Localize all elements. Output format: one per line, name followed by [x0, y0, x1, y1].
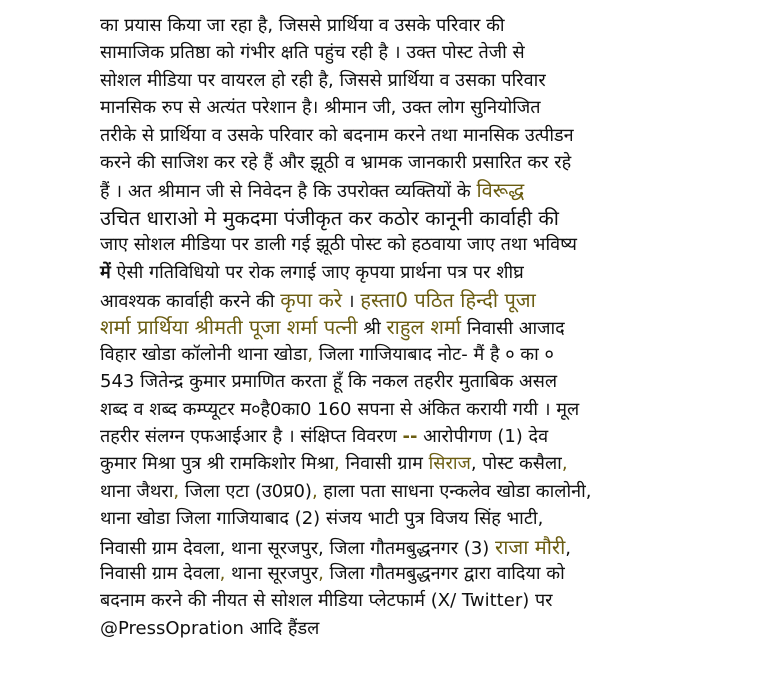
text-segment: जिला एटा (उ0प्र0) [179, 480, 312, 502]
text-line [100, 535, 571, 561]
text-segment: हाला पता साधना एन्कलेव खोडा कालोनी, [317, 480, 592, 502]
text-segment: -- [402, 426, 418, 447]
text-line [100, 370, 557, 394]
text-segment: कुमार मिश्रा पुत्र श्री रामकिशोर मिश्रा [100, 453, 334, 475]
text-line [100, 261, 524, 285]
text-segment: । [342, 291, 361, 312]
text-line [100, 315, 565, 341]
text-segment: , [307, 343, 314, 365]
text-segment: ऐसी गतिविधियो पर रोक लगाई जाए कृपया प्रार्थना पत्र पर शीघ्र [110, 261, 524, 283]
text-segment: , [561, 453, 568, 475]
text-line [100, 480, 592, 504]
text-segment: , [219, 563, 226, 584]
text-line [100, 206, 559, 232]
text-line [100, 41, 525, 65]
text-segment: , [311, 480, 318, 502]
text-line [100, 452, 568, 476]
text-segment: शर्मा प्रार्थिया श्रीमती पूजा शर्मा पत्नी [100, 315, 358, 340]
text-segment: का प्रयास किया जा रहा है, जिससे प्रार्थिया व उसके परिवार की [100, 15, 505, 36]
text-segment: निवासी ग्राम देवला, थाना सूरजपुर, जिला गौतमबुद्धनगर (3) [100, 537, 496, 559]
text-segment: मानसिक रुप से अत्यंत परेशान है। श्रीमान जी, उक्त लोग सुनियोजित [100, 97, 541, 119]
text-segment: कृपा करे [280, 288, 343, 312]
text-segment: थाना खोडा जिला गाजियाबाद (2) संजय भाटी पुत्र विजय सिंह भाटी, [100, 508, 544, 530]
text-segment: थाना सूरजपुर [225, 563, 319, 584]
text-segment: निवासी ग्राम देवला [100, 563, 220, 584]
text-segment: निवासी आजाद [461, 318, 565, 340]
text-segment: तहरीर संलग्न एफआईआर है । संक्षिप्त विवरण [100, 426, 403, 447]
text-segment: विहार खोडा कॉलोनी थाना खोडा [100, 343, 308, 365]
text-line [100, 562, 565, 586]
text-segment: में [100, 261, 111, 283]
text-line [100, 178, 524, 204]
text-segment: जिला गाजियाबाद नोट- मैं है ० का ० [313, 343, 554, 365]
text-segment: हैं । अत श्रीमान जी से निवेदन है कि उपरोक्त व्यक्तियों के [100, 181, 477, 203]
text-segment: , [173, 480, 180, 502]
text-segment: शब्द व शब्द कम्प्यूटर म०है0का0 160 सपना से अंकित करायी गयी । मूल [100, 398, 580, 420]
text-line [100, 69, 546, 93]
text-line [100, 507, 543, 531]
text-segment: आवश्यक कार्वाही करने की [100, 291, 281, 312]
text-segment: निवासी ग्राम [339, 453, 429, 475]
text-segment: , [565, 537, 571, 559]
text-segment: सामाजिक प्रतिष्ठा को गंभीर क्षति पहुंच रही है । उक्त पोस्ट तेजी से [100, 42, 525, 64]
text-segment: , [318, 563, 324, 584]
text-segment: थाना जैथरा [100, 480, 174, 502]
text-line [100, 398, 579, 422]
text-segment: हस्ता0 पठित हिन्दी पूजा [360, 288, 536, 312]
text-segment: राजा मौरी [495, 534, 566, 559]
text-segment: 543 जितेन्द्र कुमार प्रमाणित करता हूँ कि नकल तहरीर मुताबिक असल [100, 371, 558, 393]
text-segment: सोशल मीडिया पर वायरल हो रही है, जिससे प्रार्थिया व उसका परिवार [100, 69, 546, 91]
text-segment: करने की साजिश कर रहे हैं और झूठी व भ्रामक जानकारी प्रसारित कर रहे [100, 152, 572, 173]
text-segment: श्री [357, 318, 387, 340]
text-segment: बदनाम करने की नीयत से सोशल मीडिया प्लेटफार्म (X/ Twitter) पर [100, 590, 553, 612]
text-segment: , [334, 453, 340, 475]
text-segment: उचित धाराओ मे मुकदमा पंजीकृत कर कठोर कानूनी कार्वाही की [100, 205, 559, 230]
text-line [100, 343, 554, 367]
text-segment: जाए सोशल मीडिया पर डाली गई झूठी पोस्ट को हठवाया जाए तथा भविष्य [100, 234, 577, 256]
text-segment: राहुल शर्मा [386, 315, 462, 340]
text-line [100, 124, 574, 148]
text-line [100, 589, 553, 613]
text-segment: जिला गौतमबुद्धनगर द्वारा वादिया को [323, 563, 565, 584]
text-line [100, 96, 541, 120]
text-segment: तरीके से प्रार्थिया व उसके परिवार को बदनाम करने तथा मानसिक उत्पीडन [100, 124, 574, 146]
text-segment: सिराज [428, 453, 471, 475]
text-line [100, 288, 536, 314]
text-line [100, 425, 548, 449]
text-line [100, 617, 319, 641]
text-line [100, 233, 577, 257]
text-segment: @PressOpration आदि हैंडल [100, 617, 320, 639]
text-segment: विरूद्ध [476, 178, 525, 203]
text-line [100, 14, 505, 38]
text-line [100, 151, 571, 175]
text-segment: , पोस्ट कसैला [470, 453, 562, 475]
text-segment: आरोपीगण (1) देव [417, 426, 549, 447]
